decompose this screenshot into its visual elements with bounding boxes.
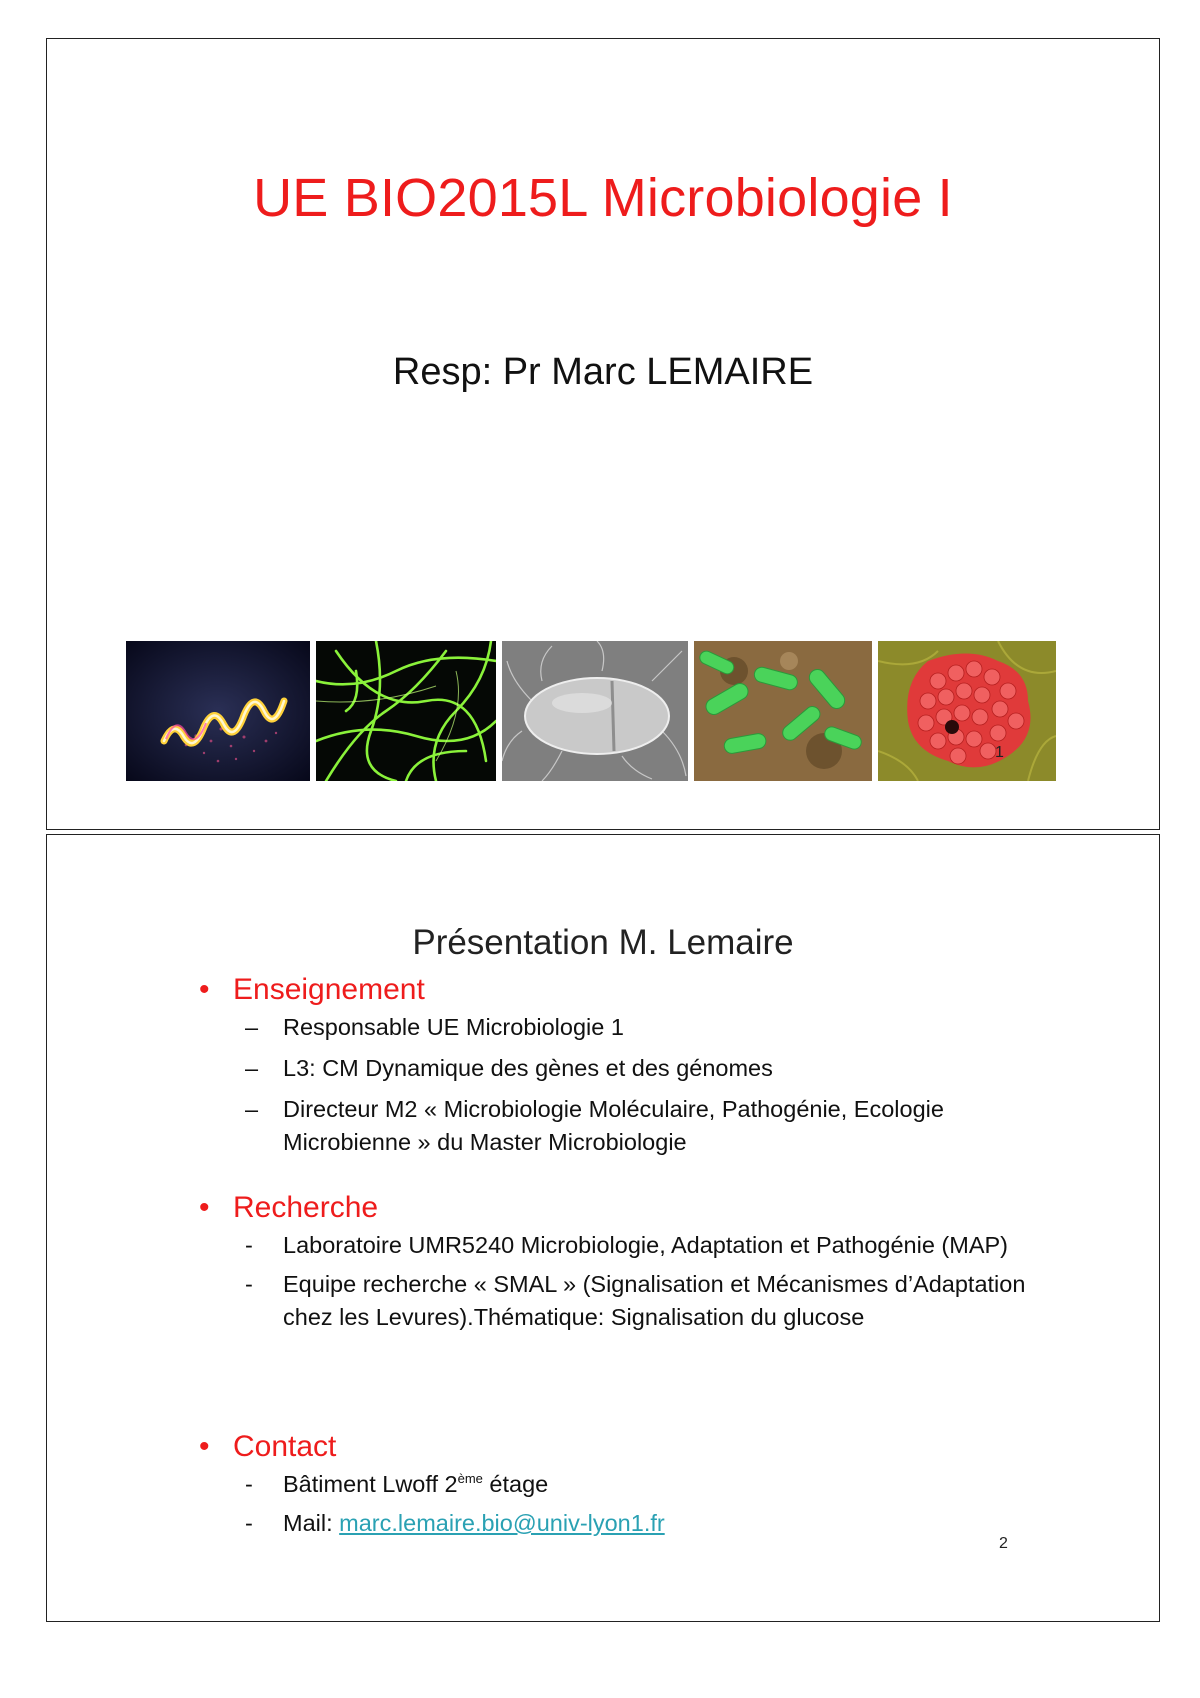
section-heading: • Contact <box>199 1430 337 1463</box>
list-item: – L3: CM Dynamique des gènes et des génomes <box>197 1052 1043 1085</box>
dash-icon: – <box>245 1096 259 1122</box>
slide-1 <box>46 38 1160 830</box>
presentation-title: Présentation M. Lemaire <box>412 923 794 962</box>
section-heading: • Recherche <box>199 1191 379 1224</box>
sem-bacterium-image <box>502 641 688 781</box>
dash-icon: – <box>245 1055 259 1081</box>
hyphen-icon: - <box>245 1232 253 1258</box>
page-number: 1 <box>995 744 1004 761</box>
slide-2 <box>46 834 1160 1622</box>
hyphen-icon: - <box>245 1471 253 1497</box>
course-responsible: Resp: Pr Marc LEMAIRE <box>392 351 814 393</box>
dash-icon: – <box>245 1014 259 1040</box>
bullet-icon: • <box>199 1191 210 1224</box>
red-cocci-cluster-image <box>878 641 1056 781</box>
bullet-icon: • <box>199 973 210 1006</box>
course-title: UE BIO2015L Microbiologie I <box>253 168 953 228</box>
green-bacilli-image <box>694 641 872 781</box>
list-item: - Equipe recherche « SMAL » (Signalisation et Mécanismes d’Adaptation chez les Levures).Thématique: Signalisation du glucose <box>197 1268 1043 1334</box>
mail-info: - Mail: marc.lemaire.bio@univ-lyon1.fr <box>197 1507 1043 1540</box>
list-item: – Responsable UE Microbiologie 1 <box>197 1011 1043 1044</box>
email-link[interactable]: marc.lemaire.bio@univ-lyon1.fr <box>339 1510 665 1536</box>
building-info: - Bâtiment Lwoff 2ème étage <box>197 1468 1043 1501</box>
page-number: 2 <box>999 1535 1008 1552</box>
hyphen-icon: - <box>245 1510 253 1536</box>
bullet-icon: • <box>199 1430 210 1463</box>
hyphen-icon: - <box>245 1271 253 1297</box>
list-item: – Directeur M2 « Microbiologie Moléculaire, Pathogénie, Ecologie Microbienne » du Master Microbiologie <box>197 1093 1043 1159</box>
section-enseignement <box>197 973 1043 1159</box>
fungal-hyphae-image <box>316 641 496 781</box>
spirochete-image <box>126 641 310 781</box>
list-item: - Laboratoire UMR5240 Microbiologie, Adaptation et Pathogénie (MAP) <box>197 1229 1043 1262</box>
section-contact <box>197 1430 1043 1540</box>
section-recherche <box>197 1191 1043 1334</box>
section-heading: • Enseignement <box>199 973 425 1006</box>
